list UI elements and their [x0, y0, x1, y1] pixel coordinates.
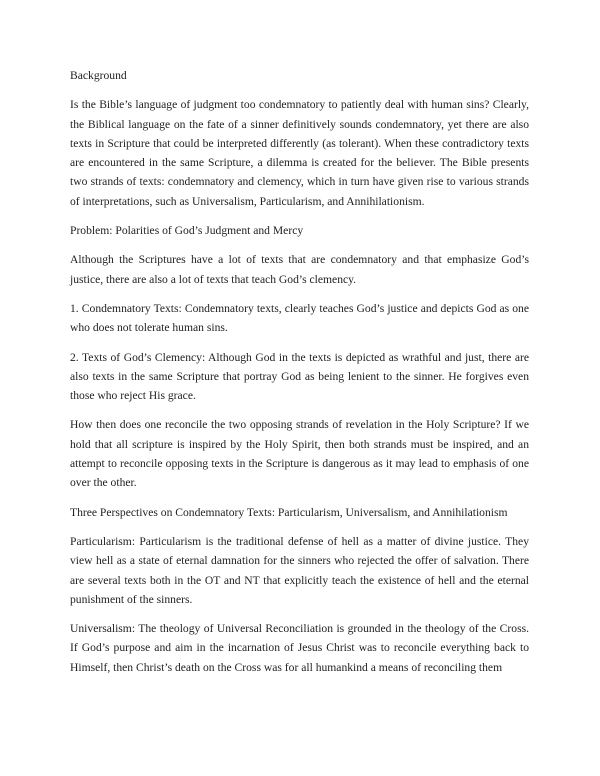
section-heading-perspectives: Three Perspectives on Condemnatory Texts: Particularism, Universalism, and Annihilationism [70, 505, 508, 519]
paragraph-problem: Although the Scriptures have a lot of texts that are condemnatory and that emphasize God’s justice, there are also a lot of texts that teach God’s clemency. [70, 253, 529, 286]
paragraph-universalism: Universalism: The theology of Universal Reconciliation is grounded in the theology of the Cross. If God’s purpose and aim in the incarnation of Jesus Christ was to reconcile everything back to Himself, then Christ’s death on the Cross was for all humankind a means of reconciling them [70, 622, 529, 674]
section-heading-problem: Problem: Polarities of God’s Judgment and Mercy [70, 224, 304, 238]
document-page [70, 66, 529, 687]
paragraph-reconcile: How then does one reconcile the two opposing strands of revelation in the Holy Scripture? If we hold that all scripture is inspired by the Holy Spirit, then both strands must be inspired, and an attempt to reconcile opposing texts in the Scripture is dangerous as it may lead to emphasis of one over the other. [70, 418, 529, 490]
paragraph-condemnatory-texts: 1. Condemnatory Texts: Condemnatory texts, clearly teaches God’s justice and depicts God as one who does not tolerate human sins. [70, 301, 529, 335]
section-heading-background: Background [70, 69, 127, 82]
paragraph-particularism: Particularism: Particularism is the traditional defense of hell as a matter of divine justice. They view hell as a state of eternal damnation for the sinners who rejected the offer of salvation. There are several texts both in the OT and NT that explicitly teach the existence of hell and the eternal punishment of the sinners. [70, 534, 529, 606]
paragraph-intro: Is the Bible’s language of judgment too condemnatory to patiently deal with human sins? Clearly, the Biblical language on the fate of a sinner definitively sounds condemnatory, yet there are also texts in Scripture that could be interpreted differently (as tolerant). When these contradictory texts are encountered in the same Scripture, a dilemma is created for the believer. The Bible presents two strands of texts: condemnatory and clemency, which in turn have given rise to various strands of interpretations, such as Universalism, Particularism, and Annihilationism. [70, 98, 529, 208]
paragraph-clemency-texts: 2. Texts of God’s Clemency: Although God in the texts is depicted as wrathful and just, there are also texts in the same Scripture that portray God as being lenient to the sinner. He forgives even those who reject His grace. [70, 350, 529, 403]
